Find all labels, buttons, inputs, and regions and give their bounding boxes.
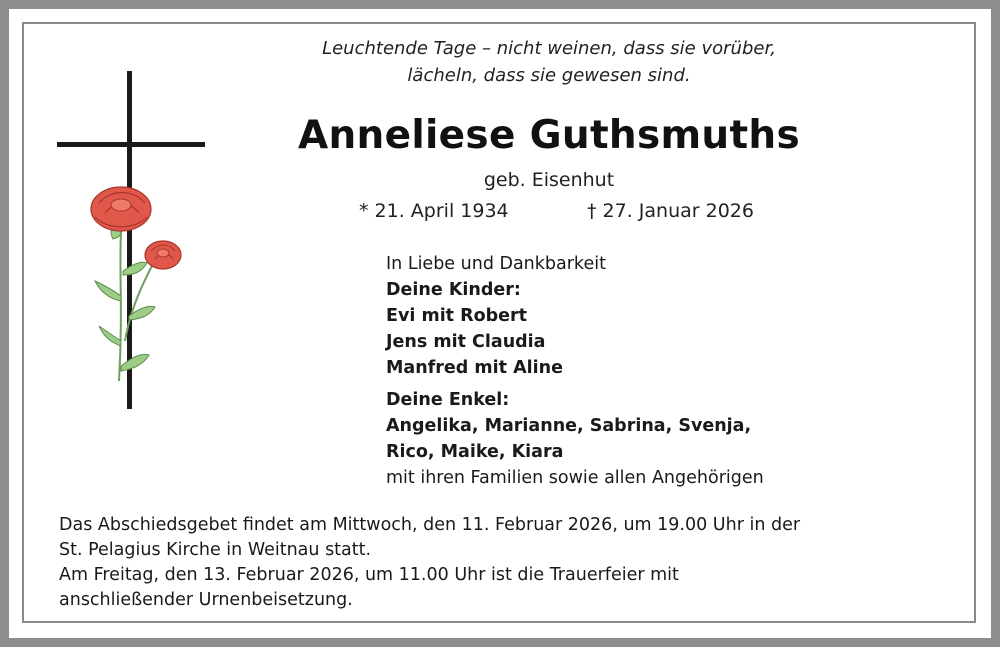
child-item: Evi mit Robert [386,306,528,326]
child-item: Jens mit Claudia [386,332,546,352]
service-notice [59,513,959,613]
motto-line-2: lächeln, dass sie gewesen sind. [407,65,691,86]
child-item: Manfred mit Aline [386,358,563,378]
family-intro: In Liebe und Dankbarkeit [386,254,606,274]
grandchildren-line: Angelika, Marianne, Sabrina, Svenja, [386,416,752,436]
death-date: † 27. Januar 2026 [587,200,754,222]
notice-line-1: Das Abschiedsgebet findet am Mittwoch, den 11. Februar 2026, um 19.00 Uhr in der [59,515,801,535]
deceased-name: Anneliese Guthsmuths [297,113,800,158]
notice-line-4: anschließender Urnenbeisetzung. [59,590,353,610]
family-closing: mit ihren Familien sowie allen Angehörigen [386,468,764,488]
notice-line-2: St. Pelagius Kirche in Weitnau statt. [59,540,372,560]
children-heading: Deine Kinder: [386,280,521,300]
grandchildren-heading: Deine Enkel: [386,390,510,410]
motto [269,35,829,89]
grandchildren-line: Rico, Maike, Kiara [386,442,564,462]
family-section [386,251,866,491]
cross-with-roses-icon [49,71,229,431]
obituary-card [9,9,991,638]
born-name: geb. Eisenhut [483,169,615,191]
birth-date: * 21. April 1934 [359,200,509,222]
motto-line-1: Leuchtende Tage – nicht weinen, dass sie vorüber, [322,38,776,59]
notice-line-3: Am Freitag, den 13. Februar 2026, um 11.00 Uhr ist die Trauerfeier mit [59,565,679,585]
